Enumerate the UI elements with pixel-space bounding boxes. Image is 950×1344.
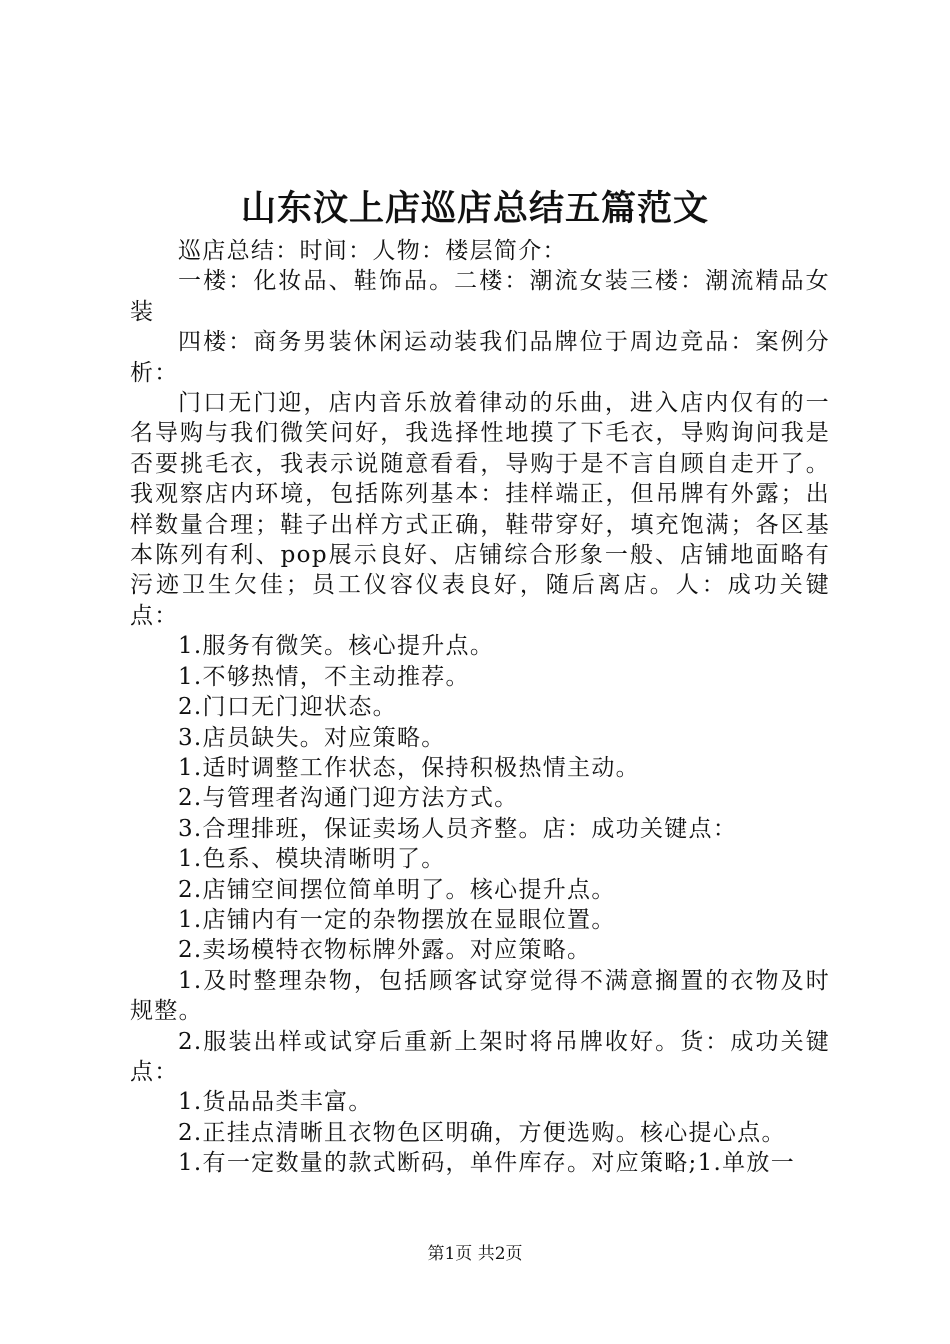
paragraph: 1.及时整理杂物，包括顾客试穿觉得不满意搁置的衣物及时规整。 [130,967,830,1025]
paragraph: 1.服务有微笑。核心提升点。 [178,633,495,660]
paragraph: 门口无门迎，店内音乐放着律动的乐曲，进入店内仅有的一名导购与我们微笑问好，我选择性地摸了下毛衣，导购询问我是否要挑毛衣，我表示说随意看看，导购于是不言自顾自走开了。我观察店内环境，包括陈列基本：挂样端正，但吊牌有外露；出样数量合理；鞋子出样方式正确，鞋带穿好，填充饱满；各区基本陈列有利、pop展示良好、店铺综合形象一般、店铺地面略有污迹卫生欠佳；员工仪容仪表良好，随后离店。人：成功关键点： [130,390,830,629]
paragraph: 3.店员缺失。对应策略。 [178,724,446,751]
document-title: 山东汶上店巡店总结五篇范文 [240,188,709,229]
page-number-footer: 第1页 共2页 [427,1244,523,1264]
paragraph: 2.门口无门迎状态。 [178,694,397,721]
paragraph: 2.卖场模特衣物标牌外露。对应策略。 [178,937,592,964]
paragraph: 3.合理排班，保证卖场人员齐整。店：成功关键点： [178,815,738,842]
document-body [130,236,830,1179]
paragraph: 1.店铺内有一定的杂物摆放在显眼位置。 [178,906,616,933]
paragraph: 1.不够热情，不主动推荐。 [178,663,470,690]
paragraph: 四楼：商务男装休闲运动装我们品牌位于周边竞品：案例分析： [130,329,830,386]
paragraph: 1.货品品类丰富。 [178,1089,373,1116]
paragraph: 一楼：化妆品、鞋饰品。二楼：潮流女装三楼：潮流精品女装 [130,268,830,325]
paragraph: 1.有一定数量的款式断码，单件库存。对应策略;1.单放一 [178,1150,796,1177]
paragraph: 1.适时调整工作状态，保持积极热情主动。 [178,754,640,781]
paragraph: 1.色系、模块清晰明了。 [178,846,446,873]
paragraph: 2.与管理者沟通门迎方法方式。 [178,785,519,812]
paragraph: 巡店总结：时间：人物：楼层简介： [178,238,567,264]
paragraph: 2.服装出样或试穿后重新上架时将吊牌收好。货：成功关键点： [130,1028,830,1085]
paragraph: 2.正挂点清晰且衣物色区明确，方便选购。核心提心点。 [178,1119,786,1146]
paragraph: 2.店铺空间摆位简单明了。核心提升点。 [178,876,616,903]
